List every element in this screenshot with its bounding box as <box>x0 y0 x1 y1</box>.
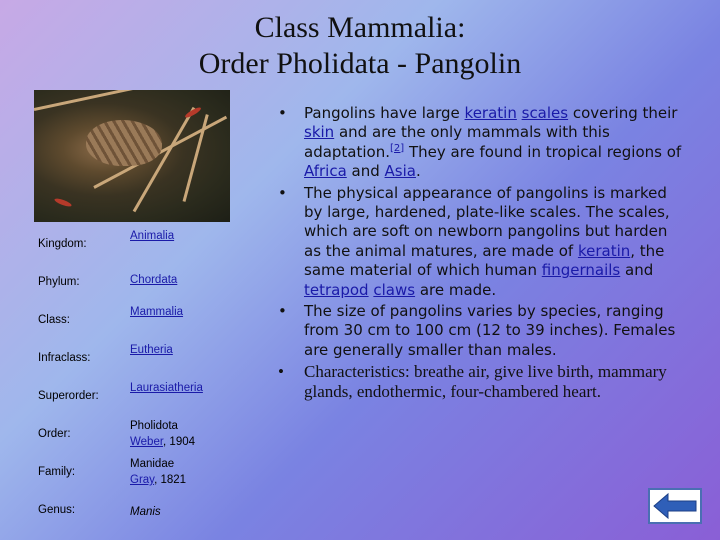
bullet-text: covering their <box>568 104 678 122</box>
taxonomy-rank: Kingdom: <box>38 238 87 250</box>
taxonomy-value-link[interactable]: Chordata <box>130 274 178 286</box>
bullet-text: are made. <box>415 280 497 299</box>
link-claws[interactable]: claws <box>373 280 416 299</box>
taxonomy-rank: Order: <box>38 428 71 440</box>
bullet-text: and are the only mammals with this adaptation. <box>304 123 610 161</box>
taxonomy-authority-link[interactable]: Weber <box>130 436 164 448</box>
bullet-list <box>278 104 688 403</box>
taxonomy-year: , 1821 <box>154 474 187 486</box>
taxonomy-row-family <box>38 456 238 494</box>
bullet-dot: • <box>278 104 287 122</box>
bullet-text: They are found in tropical regions of <box>404 142 682 161</box>
taxonomy-row-order <box>38 418 238 456</box>
photo-leaf <box>54 197 73 208</box>
bullet-item <box>278 302 688 360</box>
link-tetrapod[interactable]: tetrapod <box>304 280 369 299</box>
taxonomy-rank: Infraclass: <box>38 352 91 364</box>
taxonomy-row-class <box>38 304 238 342</box>
taxonomy-row-kingdom <box>38 228 238 266</box>
taxonomy-value-name: Manidae <box>130 458 175 470</box>
back-arrow-icon <box>650 490 700 522</box>
pangolin-body <box>86 120 162 166</box>
bullet-text: The size of pangolins varies by species, ranging from 30 cm to 100 cm (12 to 39 inches). Females are generally smaller than males. <box>304 302 676 359</box>
link-keratin[interactable]: keratin <box>577 241 631 260</box>
bullet-item <box>278 362 688 401</box>
taxonomy-value-link[interactable]: Animalia <box>130 230 175 242</box>
taxonomy-rank: Superorder: <box>38 390 99 402</box>
taxonomy-rank: Phylum: <box>38 276 80 288</box>
taxonomy-row-genus <box>38 494 238 532</box>
taxonomy-year: , 1904 <box>163 436 196 448</box>
bullet-item <box>278 184 688 300</box>
taxonomy-rank: Genus: <box>38 504 76 516</box>
photo-branch <box>183 114 209 202</box>
link-scales[interactable]: scales <box>521 104 569 122</box>
bullet-dot: • <box>278 183 287 202</box>
link-asia[interactable]: Asia <box>384 162 416 181</box>
link-keratin[interactable]: keratin <box>464 104 517 122</box>
taxonomy-rank: Class: <box>38 314 70 326</box>
slide-title-line-2: Order Pholidata - Pangolin <box>198 47 522 80</box>
bullet-text: Characteristics: breathe air, give live birth, mammary glands, endothermic, four-chambered heart. <box>304 362 667 401</box>
taxonomy-value: Manis <box>130 506 161 518</box>
pangolin-photo <box>34 90 230 222</box>
taxonomy-value <box>130 456 186 488</box>
link-africa[interactable]: Africa <box>304 162 347 181</box>
taxonomy-row-superorder <box>38 380 238 418</box>
bullet-text: and <box>346 162 385 181</box>
slide-title-line-1: Class Mammalia: <box>254 11 466 44</box>
taxonomy-value <box>130 418 195 450</box>
taxonomy-value-name: Pholidota <box>130 420 178 432</box>
taxonomy-value-link[interactable]: Laurasiatheria <box>130 382 203 394</box>
bullet-text: . <box>415 162 421 181</box>
taxonomy-table <box>38 228 238 532</box>
bullet-dot: • <box>278 362 284 382</box>
taxonomy-rank: Family: <box>38 466 76 478</box>
bullet-item <box>278 104 688 182</box>
taxonomy-value-link[interactable]: Eutheria <box>130 344 173 356</box>
link-fingernails[interactable]: fingernails <box>541 261 621 280</box>
taxonomy-row-infraclass <box>38 342 238 380</box>
link-skin[interactable]: skin <box>304 123 335 142</box>
bullet-text: , the same material of which human <box>304 241 665 280</box>
bullet-text: The physical appearance of pangolins is marked by large, hardened, plate-like scales. The scales, which are soft on newborn pangolins but harden as the animal matures, are made of <box>304 183 670 260</box>
taxonomy-row-phylum <box>38 266 238 304</box>
back-button[interactable] <box>648 488 702 524</box>
taxonomy-authority-link[interactable]: Gray <box>130 474 155 486</box>
citation-link[interactable]: [2] <box>390 142 405 154</box>
bullet-text: Pangolins have large <box>304 104 465 122</box>
bullet-dot: • <box>278 302 287 321</box>
taxonomy-value-link[interactable]: Mammalia <box>130 306 184 318</box>
slide-title <box>0 10 720 82</box>
bullet-text: and <box>620 261 654 280</box>
